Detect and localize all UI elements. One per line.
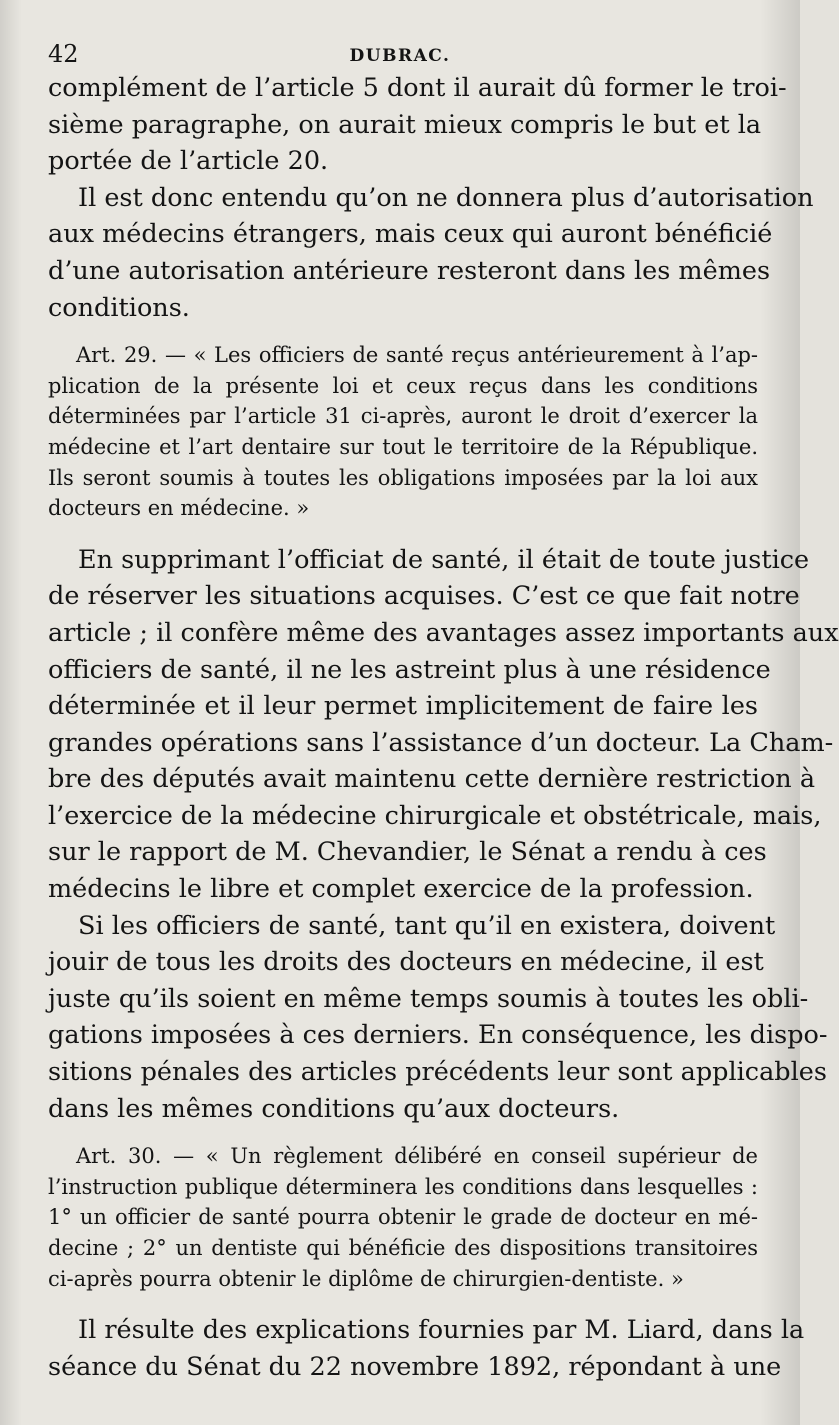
- quote-line: médecine et l’art dentaire sur tout le territoire de la République.: [48, 434, 758, 459]
- quote-line: docteurs en médecine. »: [48, 496, 310, 521]
- text-line: de réserver les situations acquises. C’est ce que fait notre: [48, 581, 800, 612]
- text-line: En supprimant l’officiat de santé, il était de toute justice: [78, 544, 810, 575]
- text-line: Il résulte des explications fournies par M. Liard, dans la: [78, 1315, 805, 1346]
- quote-line: 1° un officier de santé pourra obtenir le grade de docteur en mé-: [48, 1205, 758, 1230]
- text-line: gations imposées à ces derniers. En conséquence, les dispo-: [48, 1020, 828, 1051]
- quote-line: decine ; 2° un dentiste qui bénéficie des dispositions transitoires: [48, 1236, 758, 1260]
- text-line: l’exercice de la médecine chirurgicale et obstétricale, mais,: [48, 800, 822, 831]
- paragraph-5: [48, 1312, 805, 1385]
- text-line: déterminée et il leur permet implicitement de faire les: [48, 691, 758, 722]
- page-body: [48, 70, 839, 1385]
- text-line: médecins le libre et complet exercice de la profession.: [48, 874, 754, 905]
- text-line: d’une autorisation antérieure resteront dans les mêmes: [48, 255, 771, 286]
- quote-line: Art. 29. — « Les officiers de santé reçus antérieurement à l’ap-: [76, 343, 758, 368]
- paragraph-1: [48, 70, 787, 180]
- quote-line: déterminées par l’article 31 ci-après, auront le droit d’exercer la: [48, 404, 758, 429]
- text-line: conditions.: [48, 292, 190, 323]
- quote-line: Ils seront soumis à toutes les obligations imposées par la loi aux: [48, 465, 758, 490]
- quote-line: plication de la présente loi et ceux reçus dans les conditions: [48, 373, 758, 398]
- paragraph-3: [48, 542, 839, 908]
- text-line: juste qu’ils soient en même temps soumis à toutes les obli-: [48, 983, 809, 1014]
- quote-line: ci-après pourra obtenir le diplôme de chirurgien-dentiste. »: [48, 1266, 684, 1291]
- text-line: officiers de santé, il ne les astreint plus à une résidence: [48, 654, 771, 685]
- text-line: sitions pénales des articles précédents leur sont applicables: [48, 1057, 827, 1088]
- text-line: dans les mêmes conditions qu’aux docteurs.: [48, 1093, 620, 1124]
- article-29-quote: [48, 340, 758, 524]
- article-30-quote: [48, 1141, 758, 1294]
- text-line: article ; il confère même des avantages assez importants aux: [48, 617, 839, 648]
- running-head: DUBRAC.: [349, 46, 451, 66]
- paragraph-4: [48, 908, 828, 1128]
- text-line: sième paragraphe, on aurait mieux compris le but et la: [48, 109, 762, 140]
- quote-line: l’instruction publique déterminera les conditions dans lesquelles :: [48, 1174, 758, 1199]
- page-number: 42: [48, 40, 79, 68]
- text-line: Il est donc entendu qu’on ne donnera plus d’autorisation: [78, 182, 814, 213]
- text-line: complément de l’article 5 dont il aurait dû former le troi-: [48, 73, 787, 103]
- text-line: grandes opérations sans l’assistance d’un docteur. La Cham-: [48, 727, 834, 758]
- text-line: Si les officiers de santé, tant qu’il en existera, doivent: [78, 910, 776, 941]
- text-line: bre des députés avait maintenu cette dernière restriction à: [48, 764, 816, 795]
- text-line: portée de l’article 20.: [48, 146, 329, 177]
- text-line: séance du Sénat du 22 novembre 1892, répondant à une: [48, 1351, 782, 1382]
- paragraph-2: [48, 180, 814, 326]
- text-line: sur le rapport de M. Chevandier, le Sénat a rendu à ces: [48, 837, 767, 868]
- text-line: aux médecins étrangers, mais ceux qui auront bénéficié: [48, 219, 773, 250]
- quote-line: Art. 30. — « Un règlement délibéré en conseil supérieur de: [76, 1144, 758, 1169]
- text-line: jouir de tous les droits des docteurs en médecine, il est: [48, 947, 764, 978]
